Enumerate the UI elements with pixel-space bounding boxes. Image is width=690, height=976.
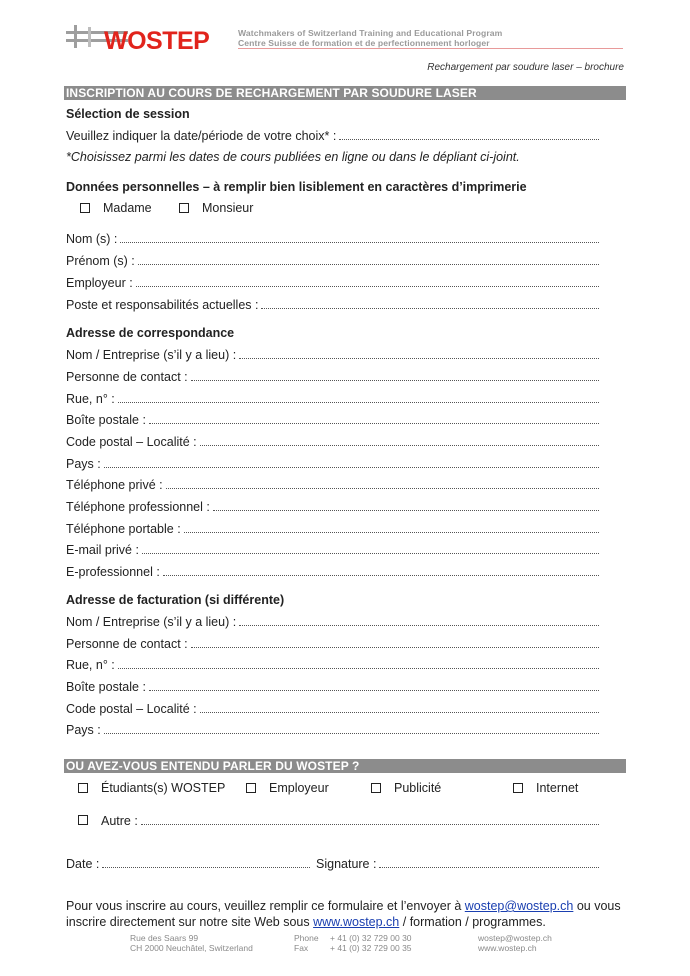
field-label: Nom / Entreprise (s’il y a lieu) : xyxy=(66,348,237,362)
fill-line[interactable] xyxy=(163,574,599,576)
document-subtitle: Rechargement par soudure laser – brochure xyxy=(427,62,624,73)
field-label: Personne de contact : xyxy=(66,370,188,384)
fill-line[interactable] xyxy=(102,866,310,868)
fax-label: Fax xyxy=(294,943,309,953)
madame-label: Madame xyxy=(103,201,152,215)
field-label: Pays : xyxy=(66,457,101,471)
checkbox[interactable] xyxy=(78,815,88,825)
footer-phone-numbers xyxy=(330,933,412,953)
website-link[interactable]: www.wostep.ch xyxy=(313,915,400,929)
checkbox[interactable] xyxy=(246,783,256,793)
fill-line[interactable] xyxy=(104,732,599,734)
billing-field[interactable] xyxy=(66,656,599,672)
fill-line[interactable] xyxy=(191,379,599,381)
field-label: Personne de contact : xyxy=(66,637,188,651)
correspondence-field[interactable] xyxy=(66,411,599,427)
fill-line[interactable] xyxy=(120,241,599,243)
billing-heading: Adresse de facturation (si différente) xyxy=(66,593,285,607)
contact-email: wostep@wostep.ch xyxy=(478,933,552,943)
personal-heading: Données personnelles – à remplir bien lisiblement en caractères d’imprimerie xyxy=(66,180,527,194)
billing-field[interactable] xyxy=(66,613,599,629)
date-field[interactable] xyxy=(66,855,310,871)
footer-phone-labels xyxy=(294,933,319,953)
field-label: Code postal – Localité : xyxy=(66,702,197,716)
fill-line[interactable] xyxy=(149,422,599,424)
session-heading: Sélection de session xyxy=(66,107,190,121)
session-note: *Choisissez parmi les dates de cours publiées en ligne ou dans le dépliant ci-joint. xyxy=(66,150,520,164)
address-line-1: Rue des Saars 99 xyxy=(130,933,199,943)
option-label: Internet xyxy=(536,781,579,795)
monsieur-checkbox[interactable] xyxy=(179,203,189,213)
billing-field[interactable] xyxy=(66,700,599,716)
source-option-internet[interactable] xyxy=(513,781,578,795)
fill-line[interactable] xyxy=(141,823,599,825)
header-divider xyxy=(238,48,623,49)
footer-address xyxy=(130,933,253,953)
correspondence-heading: Adresse de correspondance xyxy=(66,326,235,340)
personal-field[interactable] xyxy=(66,230,599,246)
footer-text-3: / formation / programmes. xyxy=(402,915,546,929)
correspondence-field[interactable] xyxy=(66,346,599,362)
field-label: Téléphone portable : xyxy=(66,522,181,536)
fax-number: + 41 (0) 32 729 00 35 xyxy=(330,943,412,953)
fill-line[interactable] xyxy=(200,711,599,713)
phone-label: Phone xyxy=(294,933,319,943)
correspondence-field[interactable] xyxy=(66,390,599,406)
date-label: Date : xyxy=(66,857,100,871)
fill-line[interactable] xyxy=(239,357,599,359)
wostep-logo xyxy=(66,24,226,54)
header-program-names xyxy=(238,28,502,48)
fill-line[interactable] xyxy=(166,487,599,489)
fill-line[interactable] xyxy=(191,646,599,648)
address-line-2: CH 2000 Neuchâtel, Switzerland xyxy=(130,943,253,953)
madame-checkbox[interactable] xyxy=(80,203,90,213)
field-label: Téléphone privé : xyxy=(66,478,163,492)
header-line-french: Centre Suisse de formation et de perfectionnement horloger xyxy=(238,38,490,48)
footer-instructions xyxy=(66,898,636,930)
correspondence-field[interactable] xyxy=(66,476,599,492)
source-option-advertising[interactable] xyxy=(371,781,441,795)
fill-line[interactable] xyxy=(213,509,599,511)
source-title-bar: OU AVEZ-VOUS ENTENDU PARLER DU WOSTEP ? xyxy=(64,759,626,773)
correspondence-field[interactable] xyxy=(66,455,599,471)
field-label: Employeur : xyxy=(66,276,133,290)
fill-line[interactable] xyxy=(339,138,599,140)
footer-contact xyxy=(478,933,552,953)
personal-field[interactable] xyxy=(66,274,599,290)
correspondence-field[interactable] xyxy=(66,368,599,384)
correspondence-field[interactable] xyxy=(66,541,599,557)
fill-line[interactable] xyxy=(138,263,599,265)
session-date-field[interactable] xyxy=(66,127,599,143)
correspondence-field[interactable] xyxy=(66,498,599,514)
fill-line[interactable] xyxy=(104,466,599,468)
correspondence-field[interactable] xyxy=(66,563,599,579)
fill-line[interactable] xyxy=(118,401,599,403)
field-label: Nom / Entreprise (s’il y a lieu) : xyxy=(66,615,237,629)
personal-field[interactable] xyxy=(66,252,599,268)
fill-line[interactable] xyxy=(149,689,599,691)
checkbox[interactable] xyxy=(78,783,88,793)
personal-field[interactable] xyxy=(66,296,599,312)
checkbox[interactable] xyxy=(371,783,381,793)
email-link[interactable]: wostep@wostep.ch xyxy=(464,899,574,913)
field-label: E-mail privé : xyxy=(66,543,139,557)
fill-line[interactable] xyxy=(118,667,599,669)
source-option-employer[interactable] xyxy=(246,781,329,795)
main-title-bar: INSCRIPTION AU COURS DE RECHARGEMENT PAR SOUDURE LASER xyxy=(64,86,626,100)
field-label: Prénom (s) : xyxy=(66,254,135,268)
madame-checkbox-option[interactable] xyxy=(80,201,152,215)
billing-field[interactable] xyxy=(66,721,599,737)
field-label: Nom (s) : xyxy=(66,232,118,246)
field-label: Poste et responsabilités actuelles : xyxy=(66,298,259,312)
field-label: Téléphone professionnel : xyxy=(66,500,210,514)
header-line-english: Watchmakers of Switzerland Training and Educational Program xyxy=(238,28,503,38)
fill-line[interactable] xyxy=(379,866,599,868)
fill-line[interactable] xyxy=(239,624,599,626)
billing-field[interactable] xyxy=(66,635,599,651)
svg-text:WOSTEP: WOSTEP xyxy=(104,27,210,54)
billing-field[interactable] xyxy=(66,678,599,694)
monsieur-label: Monsieur xyxy=(202,201,254,215)
other-label: Autre : xyxy=(101,814,138,828)
field-label: Boîte postale : xyxy=(66,413,146,427)
field-label: Boîte postale : xyxy=(66,680,146,694)
field-label: Rue, n° : xyxy=(66,658,115,672)
option-label: Publicité xyxy=(394,781,442,795)
phone-number: + 41 (0) 32 729 00 30 xyxy=(330,933,412,943)
fill-line[interactable] xyxy=(142,552,599,554)
source-option-students[interactable] xyxy=(78,781,225,795)
correspondence-field[interactable] xyxy=(66,433,599,449)
field-label: E-professionnel : xyxy=(66,565,160,579)
field-label: Code postal – Localité : xyxy=(66,435,197,449)
footer-text-1: Pour vous inscrire au cours, veuillez remplir ce formulaire et l’envoyer à xyxy=(66,899,462,913)
contact-web: www.wostep.ch xyxy=(478,943,537,953)
field-label: Pays : xyxy=(66,723,101,737)
correspondence-field[interactable] xyxy=(66,520,599,536)
session-date-label: Veuillez indiquer la date/période de votre choix* : xyxy=(66,129,337,143)
field-label: Rue, n° : xyxy=(66,392,115,406)
monsieur-checkbox-option[interactable] xyxy=(179,201,253,215)
fill-line[interactable] xyxy=(261,307,599,309)
fill-line[interactable] xyxy=(136,285,599,287)
option-label: Employeur xyxy=(269,781,329,795)
footer-text-2: ou vous inscrire directement sur notre site Web sous xyxy=(66,899,621,929)
signature-field[interactable] xyxy=(316,855,599,871)
checkbox[interactable] xyxy=(513,783,523,793)
option-label: Étudiants(s) WOSTEP xyxy=(101,781,226,795)
fill-line[interactable] xyxy=(184,531,599,533)
signature-label: Signature : xyxy=(316,857,377,871)
source-other-field[interactable] xyxy=(78,812,599,828)
fill-line[interactable] xyxy=(200,444,599,446)
